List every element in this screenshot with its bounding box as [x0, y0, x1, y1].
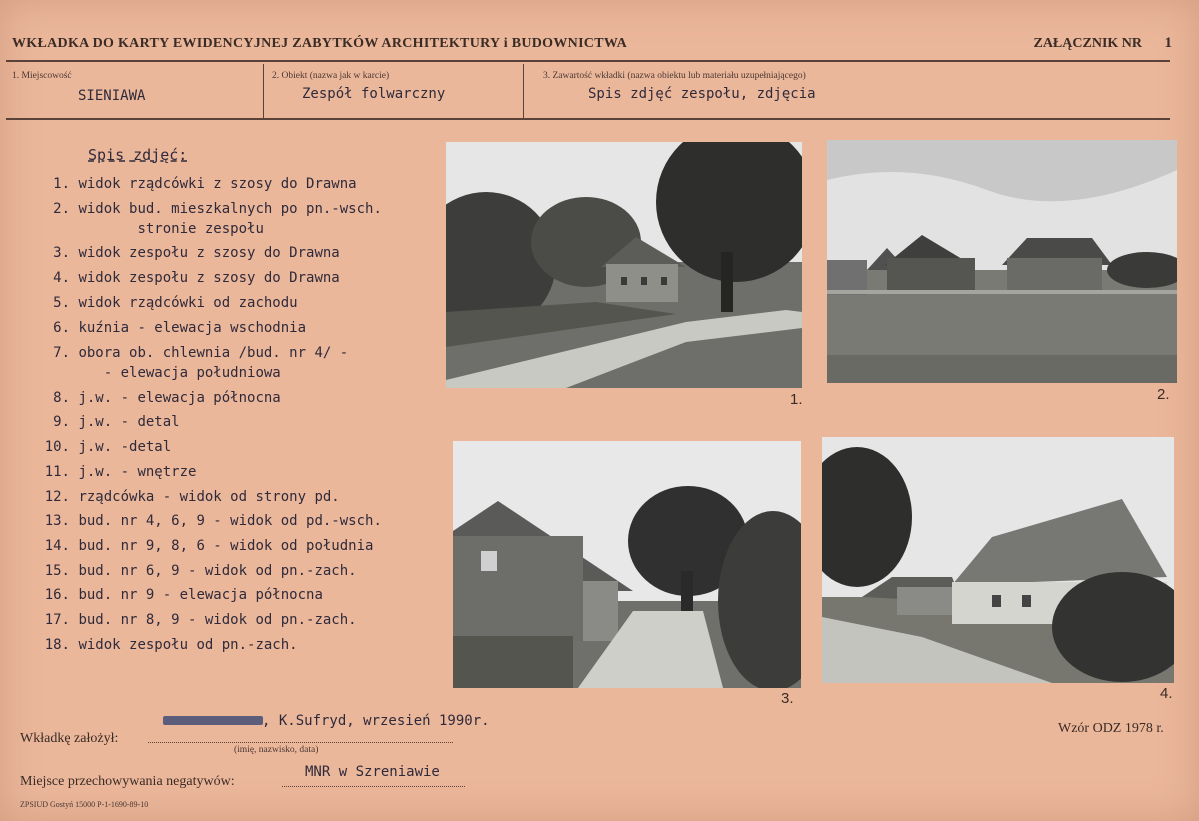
photo-list-item-number: 14.: [44, 538, 70, 554]
content-label: 3. Zawartość wkładki (nazwa obiektu lub materiału uzupełniającego): [543, 71, 806, 81]
photo-list-item-text: widok zespołu z szosy do Drawna: [78, 270, 340, 286]
photo-list-item: [20, 176, 357, 192]
photo-list-item-number: 15.: [44, 563, 70, 579]
photo-list-item-number: 12.: [44, 489, 70, 505]
photo-list-item-text: j.w. - elewacja północna: [78, 390, 281, 406]
negatives-dotted-line: [282, 786, 465, 787]
photo-list-item: [20, 637, 298, 653]
founded-value: , K.Sufryd, wrzesień 1990r.: [262, 713, 490, 729]
photo-list-item-text: widok bud. mieszkalnych po pn.-wsch.: [78, 201, 382, 217]
photo-list-item: [20, 563, 357, 579]
founded-label: Wkładkę założył:: [20, 731, 119, 746]
document-header: [12, 36, 1182, 56]
photo-list-item-text: j.w. - wnętrze: [78, 464, 197, 480]
annex-number: 1: [1164, 35, 1172, 51]
photo-list-item-number: 10.: [44, 439, 70, 455]
photo-list-item: [20, 587, 323, 603]
photo-list-item-text: stronie zespołu: [78, 221, 264, 237]
photo-1-number: 1.: [790, 391, 803, 408]
photo-list-item: [20, 390, 281, 406]
document-title: WKŁADKA DO KARTY EWIDENCYJNEJ ZABYTKÓW ARCHITEKTURY i BUDOWNICTWA: [12, 36, 628, 51]
photo-list-item-number: 13.: [44, 513, 70, 529]
photo-2: [827, 140, 1177, 383]
photo-list-item-number: 2.: [53, 201, 70, 217]
photo-list-item: [20, 270, 340, 286]
photo-list-item-number: 6.: [53, 320, 70, 336]
photo-list-item-text: obora ob. chlewnia /bud. nr 4/ -: [78, 345, 349, 361]
photo-list-item-number: 11.: [44, 464, 70, 480]
photo-list-item: [20, 201, 382, 217]
photo-list-item-number: 3.: [53, 245, 70, 261]
photo-1: [446, 142, 802, 388]
print-info: ZPSIUD Gostyń 15000 P-1-1690-89-10: [20, 800, 149, 809]
photo-list-item-text: kuźnia - elewacja wschodnia: [78, 320, 307, 336]
photo-list-item: [20, 489, 340, 505]
photo-list-item: [20, 612, 357, 628]
photo-list-item-text: bud. nr 8, 9 - widok od pn.-zach.: [78, 612, 357, 628]
photo-list-item-number: 9.: [53, 414, 70, 430]
photo-list-item-text: widok zespołu z szosy do Drawna: [78, 245, 340, 261]
photo-list-item: [20, 345, 348, 361]
photo-list-item: [20, 245, 340, 261]
photo-list-item-number: 4.: [53, 270, 70, 286]
photo-list-item-number: 18.: [44, 637, 70, 653]
photo-list-item-text: - elewacja południowa: [78, 365, 281, 381]
photo-4: [822, 437, 1174, 683]
photo-list-item-text: rządcówka - widok od strony pd.: [78, 489, 340, 505]
photo-list-item: [20, 464, 196, 480]
photo-list-item: [20, 365, 281, 381]
photo-list-item-text: widok rządcówki z szosy do Drawna: [78, 176, 357, 192]
photo-list-item: [20, 414, 180, 430]
photo-list-item: [20, 295, 298, 311]
photo-4-number: 4.: [1160, 685, 1173, 702]
fields-divider-1: [263, 64, 264, 118]
object-label: 2. Obiekt (nazwa jak w karcie): [272, 71, 390, 81]
founded-hint: (imię, nazwisko, data): [234, 745, 319, 755]
photo-list-item-number: 8.: [53, 390, 70, 406]
redacted-name: [163, 716, 263, 725]
photo-2-number: 2.: [1157, 386, 1170, 403]
place-value: SIENIAWA: [78, 88, 146, 104]
content-value: Spis zdjęć zespołu, zdjęcia: [588, 86, 816, 102]
photo-list-title: Spis zdjęć:: [88, 146, 188, 164]
photo-list-item: [20, 221, 264, 237]
photo-list-item-text: bud. nr 6, 9 - widok od pn.-zach.: [78, 563, 357, 579]
photo-list-item-text: bud. nr 9 - elewacja północna: [78, 587, 323, 603]
form-label: Wzór ODZ 1978 r.: [1058, 721, 1164, 736]
photo-list-item-number: 17.: [44, 612, 70, 628]
negatives-value: MNR w Szreniawie: [305, 764, 440, 780]
photo-list-item-text: j.w. - detal: [78, 414, 180, 430]
photo-list-item-number: 7.: [53, 345, 70, 361]
place-label: 1. Miejscowość: [12, 71, 72, 81]
photo-list-item: [20, 513, 382, 529]
photo-list-item: [20, 538, 373, 554]
negatives-label: Miejsce przechowywania negatywów:: [20, 774, 235, 789]
photo-list-item-text: widok rządcówki od zachodu: [78, 295, 298, 311]
photo-list-item: [20, 320, 306, 336]
founded-dotted-line: [148, 742, 453, 743]
object-value: Zespół folwarczny: [302, 86, 446, 102]
fields-rule: [6, 118, 1170, 120]
annex-label: ZAŁĄCZNIK NR: [1033, 36, 1142, 51]
photo-list-item: [20, 439, 171, 455]
photo-list-item-number: 5.: [53, 295, 70, 311]
photo-list-item-text: widok zespołu od pn.-zach.: [78, 637, 298, 653]
photo-list-item-text: bud. nr 9, 8, 6 - widok od południa: [78, 538, 374, 554]
fields-divider-2: [523, 64, 524, 118]
header-rule: [6, 60, 1170, 62]
photo-list-item-number: 16.: [44, 587, 70, 603]
photo-list-item-text: bud. nr 4, 6, 9 - widok od pd.-wsch.: [78, 513, 382, 529]
photo-list-item-number: 1.: [53, 176, 70, 192]
photo-3: [453, 441, 801, 688]
photo-list-item-text: j.w. -detal: [78, 439, 172, 455]
photo-3-number: 3.: [781, 690, 794, 707]
